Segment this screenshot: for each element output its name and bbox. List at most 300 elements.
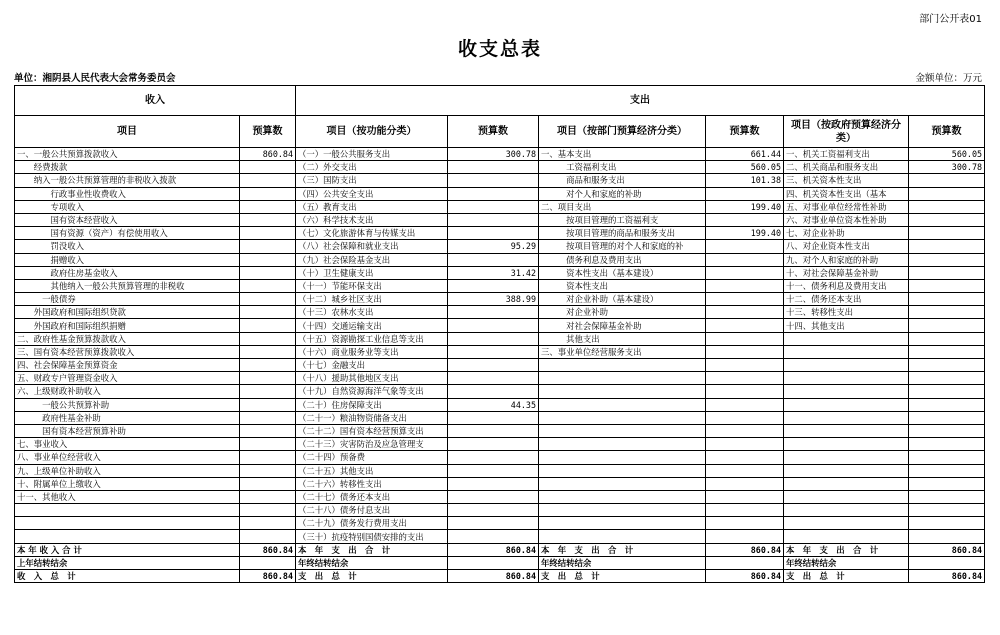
gov-budget-cell xyxy=(909,293,985,306)
table-row xyxy=(15,477,985,490)
func-item-cell: （一）一般公共服务支出 xyxy=(296,148,448,161)
econ-budget-cell: 661.44 xyxy=(706,148,784,161)
econ-item-cell xyxy=(539,530,706,543)
gov-budget-cell: 560.05 xyxy=(909,148,985,161)
total-row xyxy=(15,543,985,556)
table-row xyxy=(15,424,985,437)
func-budget-cell: 44.35 xyxy=(448,398,539,411)
func-budget-cell xyxy=(448,411,539,424)
func-budget-cell: 95.29 xyxy=(448,240,539,253)
func-item-cell: （三十）抗疫特别国债安排的支出 xyxy=(296,530,448,543)
econ-budget-cell xyxy=(706,187,784,200)
gov-budget-cell xyxy=(909,477,985,490)
income-budget-cell xyxy=(240,306,296,319)
gov-item-cell xyxy=(784,332,909,345)
econ-item-cell xyxy=(539,477,706,490)
econ-item-cell: 按项目管理的商品和服务支出 xyxy=(539,227,706,240)
col-gov-header: 项目（按政府预算经济分类） xyxy=(784,116,909,148)
income-budget-cell xyxy=(240,438,296,451)
gov-budget-cell xyxy=(909,359,985,372)
table-row xyxy=(15,266,985,279)
econ-item-cell xyxy=(539,517,706,530)
func-budget-cell xyxy=(448,174,539,187)
gov-budget-cell: 300.78 xyxy=(909,161,985,174)
table-row xyxy=(15,372,985,385)
money-unit-label: 金额单位：万元 xyxy=(915,73,982,84)
func-item-cell: （十三）农林水支出 xyxy=(296,306,448,319)
gov-item-cell: 十、对社会保障基金补助 xyxy=(784,266,909,279)
gov-item-cell xyxy=(784,385,909,398)
func-budget-cell: 388.99 xyxy=(448,293,539,306)
gov-item-cell xyxy=(784,438,909,451)
econ-budget-cell xyxy=(706,530,784,543)
econ-item-cell: 支 出 总 计 xyxy=(539,570,706,583)
gov-budget-cell xyxy=(909,438,985,451)
income-item-cell: 五、财政专户管理资金收入 xyxy=(15,372,240,385)
gov-item-cell xyxy=(784,530,909,543)
income-item-cell: 收 入 总 计 xyxy=(15,570,240,583)
econ-budget-cell: 199.40 xyxy=(706,200,784,213)
func-budget-cell xyxy=(448,556,539,569)
gov-item-cell: 五、对事业单位经常性补助 xyxy=(784,200,909,213)
econ-budget-cell xyxy=(706,332,784,345)
func-item-cell: （二）外交支出 xyxy=(296,161,448,174)
income-item-cell: 本 年 收 入 合 计 xyxy=(15,543,240,556)
income-budget-cell xyxy=(240,504,296,517)
econ-item-cell: 对企业补助（基本建设） xyxy=(539,293,706,306)
table-row xyxy=(15,398,985,411)
gov-item-cell: 三、机关资本性支出 xyxy=(784,174,909,187)
func-item-cell: （十七）金融支出 xyxy=(296,359,448,372)
income-item-cell: 国有资本经营预算补助 xyxy=(15,424,240,437)
income-item-cell: 一般债券 xyxy=(15,293,240,306)
econ-item-cell: 二、项目支出 xyxy=(539,200,706,213)
econ-item-cell xyxy=(539,398,706,411)
table-row xyxy=(15,200,985,213)
func-item-cell: （二十）住房保障支出 xyxy=(296,398,448,411)
econ-item-cell xyxy=(539,359,706,372)
gov-budget-cell xyxy=(909,490,985,503)
table-row xyxy=(15,438,985,451)
income-budget-cell xyxy=(240,200,296,213)
gov-budget-cell xyxy=(909,398,985,411)
func-budget-cell xyxy=(448,490,539,503)
func-budget-cell: 860.84 xyxy=(448,570,539,583)
income-budget-cell xyxy=(240,266,296,279)
income-item-cell: 六、上级财政补助收入 xyxy=(15,385,240,398)
income-item-cell xyxy=(15,504,240,517)
econ-budget-cell xyxy=(706,240,784,253)
econ-budget-cell: 860.84 xyxy=(706,543,784,556)
gov-budget-cell xyxy=(909,200,985,213)
econ-budget-cell xyxy=(706,464,784,477)
econ-budget-cell xyxy=(706,359,784,372)
gov-item-cell: 年终结转结余 xyxy=(784,556,909,569)
econ-budget-cell xyxy=(706,293,784,306)
econ-item-cell xyxy=(539,372,706,385)
gov-budget-cell xyxy=(909,213,985,226)
income-budget-cell: 860.84 xyxy=(240,148,296,161)
econ-budget-cell: 101.38 xyxy=(706,174,784,187)
gov-item-cell: 六、对事业单位资本性补助 xyxy=(784,213,909,226)
col-item-header: 项目 xyxy=(15,116,240,148)
econ-item-cell xyxy=(539,464,706,477)
income-item-cell: 专项收入 xyxy=(15,200,240,213)
gov-item-cell: 九、对个人和家庭的补助 xyxy=(784,253,909,266)
income-item-cell: 罚没收入 xyxy=(15,240,240,253)
income-item-cell xyxy=(15,517,240,530)
income-item-cell: 政府性基金补助 xyxy=(15,411,240,424)
func-budget-cell xyxy=(448,385,539,398)
col-budget-header: 预算数 xyxy=(706,116,784,148)
gov-item-cell: 十三、转移性支出 xyxy=(784,306,909,319)
table-row xyxy=(15,148,985,161)
func-budget-cell xyxy=(448,438,539,451)
func-budget-cell xyxy=(448,200,539,213)
income-budget-cell xyxy=(240,464,296,477)
gov-budget-cell: 860.84 xyxy=(909,543,985,556)
econ-item-cell: 对个人和家庭的补助 xyxy=(539,187,706,200)
income-budget-cell xyxy=(240,174,296,187)
econ-item-cell xyxy=(539,385,706,398)
gov-budget-cell xyxy=(909,319,985,332)
func-item-cell: （二十六）转移性支出 xyxy=(296,477,448,490)
form-number: 部门公开表01 xyxy=(919,14,982,25)
econ-budget-cell: 560.05 xyxy=(706,161,784,174)
table-row xyxy=(15,332,985,345)
func-budget-cell xyxy=(448,306,539,319)
gov-item-cell xyxy=(784,398,909,411)
func-budget-cell xyxy=(448,372,539,385)
func-item-cell: （二十二）国有资本经营预算支出 xyxy=(296,424,448,437)
gov-budget-cell xyxy=(909,504,985,517)
func-item-cell: （二十八）债务付息支出 xyxy=(296,504,448,517)
col-budget-header: 预算数 xyxy=(448,116,539,148)
econ-budget-cell xyxy=(706,372,784,385)
table-row xyxy=(15,504,985,517)
gov-budget-cell xyxy=(909,266,985,279)
gov-item-cell xyxy=(784,424,909,437)
func-budget-cell xyxy=(448,477,539,490)
income-budget-cell xyxy=(240,556,296,569)
func-item-cell: （二十三）灾害防治及应急管理支 xyxy=(296,438,448,451)
income-item-cell: 一、一般公共预算拨款收入 xyxy=(15,148,240,161)
table-row xyxy=(15,227,985,240)
income-budget-cell xyxy=(240,372,296,385)
func-budget-cell xyxy=(448,464,539,477)
func-item-cell: （三）国防支出 xyxy=(296,174,448,187)
func-item-cell: （二十五）其他支出 xyxy=(296,464,448,477)
table-row xyxy=(15,345,985,358)
gov-item-cell: 一、机关工资福利支出 xyxy=(784,148,909,161)
gov-budget-cell xyxy=(909,240,985,253)
income-item-cell: 政府住房基金收入 xyxy=(15,266,240,279)
gov-budget-cell xyxy=(909,279,985,292)
func-item-cell: （二十四）预备费 xyxy=(296,451,448,464)
table-row xyxy=(15,174,985,187)
gov-budget-cell xyxy=(909,385,985,398)
income-budget-cell xyxy=(240,424,296,437)
econ-item-cell: 其他支出 xyxy=(539,332,706,345)
gov-budget-cell xyxy=(909,411,985,424)
income-item-cell: 九、上级单位补助收入 xyxy=(15,464,240,477)
econ-item-cell xyxy=(539,411,706,424)
gov-budget-cell: 860.84 xyxy=(909,570,985,583)
econ-budget-cell xyxy=(706,306,784,319)
gov-item-cell xyxy=(784,372,909,385)
income-item-cell: 三、国有资本经营预算拨款收入 xyxy=(15,345,240,358)
income-item-cell: 外国政府和国际组织贷款 xyxy=(15,306,240,319)
gov-budget-cell xyxy=(909,530,985,543)
income-item-cell: 经费拨款 xyxy=(15,161,240,174)
gov-item-cell xyxy=(784,345,909,358)
econ-budget-cell xyxy=(706,424,784,437)
income-budget-cell: 860.84 xyxy=(240,543,296,556)
econ-item-cell: 资本性支出 xyxy=(539,279,706,292)
gov-budget-cell xyxy=(909,372,985,385)
func-item-cell: （十八）援助其他地区支出 xyxy=(296,372,448,385)
income-item-cell: 纳入一般公共预算管理的非税收入拨款 xyxy=(15,174,240,187)
gov-budget-cell xyxy=(909,187,985,200)
col-econ-header: 项目（按部门预算经济分类） xyxy=(539,116,706,148)
econ-budget-cell xyxy=(706,319,784,332)
func-item-cell: 年终结转结余 xyxy=(296,556,448,569)
table-row xyxy=(15,517,985,530)
gov-budget-cell xyxy=(909,227,985,240)
func-item-cell: （十一）节能环保支出 xyxy=(296,279,448,292)
func-budget-cell xyxy=(448,161,539,174)
income-budget-cell xyxy=(240,213,296,226)
econ-item-cell: 年终结转结余 xyxy=(539,556,706,569)
income-budget-cell xyxy=(240,490,296,503)
table-row xyxy=(15,451,985,464)
income-item-cell: 一般公共预算补助 xyxy=(15,398,240,411)
table-row xyxy=(15,359,985,372)
econ-budget-cell xyxy=(706,517,784,530)
econ-budget-cell xyxy=(706,451,784,464)
func-budget-cell: 31.42 xyxy=(448,266,539,279)
income-item-cell: 国有资源（资产）有偿使用收入 xyxy=(15,227,240,240)
header-row-top xyxy=(15,86,985,116)
econ-budget-cell xyxy=(706,398,784,411)
econ-budget-cell xyxy=(706,411,784,424)
gov-budget-cell xyxy=(909,332,985,345)
gov-item-cell: 八、对企业资本性支出 xyxy=(784,240,909,253)
gov-budget-cell xyxy=(909,556,985,569)
econ-budget-cell xyxy=(706,490,784,503)
func-budget-cell xyxy=(448,424,539,437)
econ-item-cell: 按项目管理的工资福利支 xyxy=(539,213,706,226)
func-item-cell: （五）教育支出 xyxy=(296,200,448,213)
func-item-cell: （四）公共安全支出 xyxy=(296,187,448,200)
econ-budget-cell xyxy=(706,266,784,279)
gov-item-cell: 二、机关商品和服务支出 xyxy=(784,161,909,174)
table-row xyxy=(15,411,985,424)
gov-item-cell: 十二、债务还本支出 xyxy=(784,293,909,306)
income-budget-cell xyxy=(240,530,296,543)
income-item-cell: 四、社会保障基金预算资金 xyxy=(15,359,240,372)
income-budget-cell xyxy=(240,517,296,530)
table-row xyxy=(15,490,985,503)
income-item-cell: 八、事业单位经营收入 xyxy=(15,451,240,464)
gov-item-cell xyxy=(784,451,909,464)
func-item-cell: （七）文化旅游体育与传媒支出 xyxy=(296,227,448,240)
func-item-cell: 本 年 支 出 合 计 xyxy=(296,543,448,556)
gov-item-cell xyxy=(784,411,909,424)
header-row-columns xyxy=(15,116,985,148)
func-budget-cell xyxy=(448,253,539,266)
func-item-cell: （十四）交通运输支出 xyxy=(296,319,448,332)
income-budget-cell xyxy=(240,319,296,332)
gov-budget-cell xyxy=(909,424,985,437)
table-row xyxy=(15,385,985,398)
gov-item-cell xyxy=(784,504,909,517)
income-item-cell: 其他纳入一般公共预算管理的非税收 xyxy=(15,279,240,292)
income-budget-cell xyxy=(240,253,296,266)
income-budget-cell xyxy=(240,398,296,411)
unit-label: 单位：湘阴县人民代表大会常务委员会 xyxy=(14,73,176,84)
econ-item-cell: 工资福利支出 xyxy=(539,161,706,174)
func-budget-cell xyxy=(448,359,539,372)
econ-budget-cell xyxy=(706,438,784,451)
econ-item-cell xyxy=(539,490,706,503)
func-budget-cell xyxy=(448,227,539,240)
econ-budget-cell xyxy=(706,213,784,226)
func-budget-cell xyxy=(448,279,539,292)
econ-item-cell: 资本性支出（基本建设） xyxy=(539,266,706,279)
income-budget-cell xyxy=(240,279,296,292)
table-row xyxy=(15,161,985,174)
income-item-cell: 捐赠收入 xyxy=(15,253,240,266)
income-budget-cell xyxy=(240,187,296,200)
func-item-cell: （八）社会保障和就业支出 xyxy=(296,240,448,253)
income-budget-cell xyxy=(240,227,296,240)
func-budget-cell: 300.78 xyxy=(448,148,539,161)
gov-budget-cell xyxy=(909,174,985,187)
econ-budget-cell xyxy=(706,477,784,490)
income-item-cell: 国有资本经营收入 xyxy=(15,213,240,226)
econ-item-cell xyxy=(539,438,706,451)
econ-budget-cell: 860.84 xyxy=(706,570,784,583)
econ-item-cell: 对企业补助 xyxy=(539,306,706,319)
econ-budget-cell xyxy=(706,504,784,517)
func-budget-cell xyxy=(448,213,539,226)
gov-item-cell xyxy=(784,477,909,490)
econ-item-cell xyxy=(539,424,706,437)
income-item-cell xyxy=(15,530,240,543)
table-row xyxy=(15,187,985,200)
econ-budget-cell xyxy=(706,345,784,358)
func-budget-cell xyxy=(448,187,539,200)
table-row xyxy=(15,253,985,266)
income-budget-cell xyxy=(240,411,296,424)
income-budget-cell xyxy=(240,359,296,372)
table-row xyxy=(15,530,985,543)
econ-budget-cell xyxy=(706,279,784,292)
gov-budget-cell xyxy=(909,253,985,266)
func-item-cell: （十）卫生健康支出 xyxy=(296,266,448,279)
func-budget-cell xyxy=(448,319,539,332)
table-row xyxy=(15,306,985,319)
econ-item-cell: 对社会保障基金补助 xyxy=(539,319,706,332)
table-row xyxy=(15,240,985,253)
func-budget-cell xyxy=(448,345,539,358)
econ-item-cell: 按项目管理的对个人和家庭的补 xyxy=(539,240,706,253)
gov-item-cell: 七、对企业补助 xyxy=(784,227,909,240)
econ-item-cell xyxy=(539,451,706,464)
table-row xyxy=(15,279,985,292)
income-budget-cell xyxy=(240,332,296,345)
budget-summary-table xyxy=(14,85,985,583)
func-budget-cell xyxy=(448,332,539,345)
econ-item-cell: 商品和服务支出 xyxy=(539,174,706,187)
income-budget-cell xyxy=(240,385,296,398)
gov-item-cell: 本 年 支 出 合 计 xyxy=(784,543,909,556)
income-budget-cell xyxy=(240,451,296,464)
func-item-cell: （十九）自然资源海洋气象等支出 xyxy=(296,385,448,398)
income-item-cell: 上年结转结余 xyxy=(15,556,240,569)
econ-item-cell xyxy=(539,504,706,517)
gov-budget-cell xyxy=(909,345,985,358)
income-budget-cell xyxy=(240,240,296,253)
func-budget-cell: 860.84 xyxy=(448,543,539,556)
func-item-cell: （十六）商业服务业等支出 xyxy=(296,345,448,358)
func-budget-cell xyxy=(448,504,539,517)
gov-item-cell: 十一、债务利息及费用支出 xyxy=(784,279,909,292)
income-budget-cell xyxy=(240,161,296,174)
table-row xyxy=(15,464,985,477)
func-item-cell: （二十七）债务还本支出 xyxy=(296,490,448,503)
table-row xyxy=(15,293,985,306)
func-budget-cell xyxy=(448,451,539,464)
func-item-cell: （二十九）债务发行费用支出 xyxy=(296,517,448,530)
gov-item-cell: 十四、其他支出 xyxy=(784,319,909,332)
gov-item-cell xyxy=(784,464,909,477)
income-item-cell: 二、政府性基金预算拨款收入 xyxy=(15,332,240,345)
gov-budget-cell xyxy=(909,464,985,477)
income-budget-cell xyxy=(240,293,296,306)
gov-item-cell: 四、机关资本性支出（基本 xyxy=(784,187,909,200)
gov-budget-cell xyxy=(909,517,985,530)
econ-budget-cell xyxy=(706,385,784,398)
col-budget-header: 预算数 xyxy=(909,116,985,148)
income-item-cell: 行政事业性收费收入 xyxy=(15,187,240,200)
func-item-cell: （六）科学技术支出 xyxy=(296,213,448,226)
econ-item-cell: 债务利息及费用支出 xyxy=(539,253,706,266)
func-item-cell: 支 出 总 计 xyxy=(296,570,448,583)
econ-item-cell: 本 年 支 出 合 计 xyxy=(539,543,706,556)
func-budget-cell xyxy=(448,530,539,543)
func-item-cell: （二十一）粮油物资储备支出 xyxy=(296,411,448,424)
total-row xyxy=(15,556,985,569)
income-item-cell: 十、附属单位上缴收入 xyxy=(15,477,240,490)
income-item-cell: 外国政府和国际组织捐赠 xyxy=(15,319,240,332)
gov-budget-cell xyxy=(909,451,985,464)
func-budget-cell xyxy=(448,517,539,530)
income-budget-cell xyxy=(240,477,296,490)
expense-header: 支出 xyxy=(296,86,985,116)
gov-budget-cell xyxy=(909,306,985,319)
func-item-cell: （九）社会保险基金支出 xyxy=(296,253,448,266)
income-item-cell: 七、事业收入 xyxy=(15,438,240,451)
table-row xyxy=(15,213,985,226)
func-item-cell: （十五）资源勘探工业信息等支出 xyxy=(296,332,448,345)
econ-item-cell: 一、基本支出 xyxy=(539,148,706,161)
gov-item-cell xyxy=(784,517,909,530)
income-header: 收入 xyxy=(15,86,296,116)
col-budget-header: 预算数 xyxy=(240,116,296,148)
col-func-header: 项目（按功能分类） xyxy=(296,116,448,148)
